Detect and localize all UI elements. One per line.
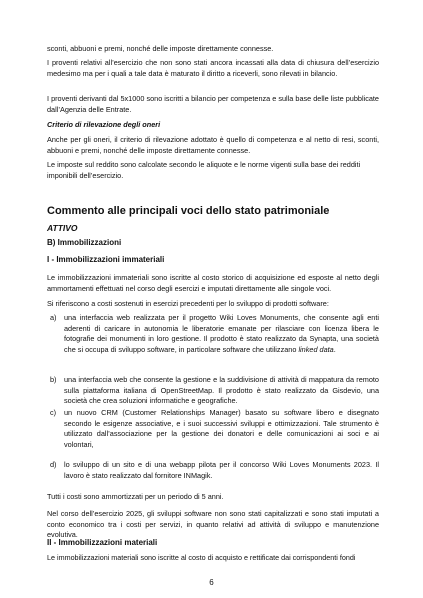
paragraph-riferimento-software: Si riferiscono a costi sostenuti in esercizi precedenti per lo sviluppo di prodotti software: <box>47 299 329 308</box>
paragraph-immobilizzazioni-immateriali: Le immobilizzazioni immateriali sono iscritte al costo storico di acquisizione ed esposte al netto degli ammortamenti effettuati nel corso degli esercizi e imputati direttamente alle singole voci. <box>47 273 379 293</box>
heading-commento-stato-patrimoniale: Commento alle principali voci dello stato patrimoniale <box>47 205 330 217</box>
list-item-b <box>50 375 379 407</box>
list-marker: d) <box>50 460 57 469</box>
paragraph-esercizio-2025: Nel corso dell’esercizio 2025, gli sviluppi software non sono stati capitalizzati e sono stati imputati a conto economico tra i costi per servizi, in quanto relativi ad attività di sviluppo e manutenzione evolutiva. <box>47 509 379 540</box>
paragraph-5x1000: I proventi derivanti dal 5x1000 sono iscritti a bilancio per competenza e sulla base delle liste pubblicate dall’Agenzia delle Entrate. <box>47 94 379 114</box>
list-marker: a) <box>50 313 57 322</box>
paragraph-proventi-maturati: I proventi relativi all’esercizio che non sono stati ancora incassati alla data di chiusura dell’esercizio medesimo ma per i quali a tale data è maturato il diritto a riceverli, sono rilevati in bilancio. <box>47 58 379 78</box>
heading-immobilizzazioni-immateriali: I - Immobilizzazioni immateriali <box>47 255 165 264</box>
paragraph-immobilizzazioni-materiali: Le immobilizzazioni materiali sono iscritte al costo di acquisto e rettificate dai corrispondenti fondi <box>47 553 356 562</box>
heading-immobilizzazioni-materiali: II - Immobilizzazioni materiali <box>47 538 158 547</box>
list-marker: b) <box>50 375 57 384</box>
list-item-tail: . <box>333 344 336 354</box>
heading-attivo: ATTIVO <box>47 223 78 233</box>
list-item-d <box>50 460 379 481</box>
heading-immobilizzazioni: B) Immobilizzazioni <box>47 238 122 247</box>
paragraph-ricavi-tail: sconti, abbuoni e premi, nonché delle imposte direttamente connesse. <box>47 44 274 53</box>
list-item-a <box>50 313 379 355</box>
list-item-text: un nuovo CRM (Customer Relationships Manager) basato su software libero e disegnato secondo le esigenze associative, e i suoi successivi sviluppi e ottimizzazioni. Tale strumento è utilizzato dall’associazione per la gestione dei donatori e delle comunicazioni ai soci e ai volontari, <box>64 408 379 449</box>
list-item-italic: linked data <box>298 344 334 354</box>
paragraph-oneri: Anche per gli oneri, il criterio di rilevazione adottato è quello di competenza e al netto di resi, sconti, abbuoni e premi, nonché delle imposte direttamente connesse. <box>47 135 379 155</box>
page-number: 6 <box>209 578 214 587</box>
list-item-text: lo sviluppo di un sito e di una webapp pilota per il concorso Wiki Loves Monuments 2023. Il lavoro è stato realizzato dal fornitore INMagik. <box>64 460 379 480</box>
heading-criterio-oneri: Criterio di rilevazione degli oneri <box>47 120 161 129</box>
list-item-text: una interfaccia web realizzata per il progetto Wiki Loves Monuments, che consente agli enti aderenti di caricare in autonomia le liberatorie emanate per rilasciare con licenza libera le fotografie dei monumenti in loro gestione. Il prodotto è stato realizzato da Synapta, una società che si occupa di sviluppo software, in particolare software che utilizzano <box>64 313 379 354</box>
list-marker: c) <box>50 408 57 417</box>
paragraph-ammortamento: Tutti i costi sono ammortizzati per un periodo di 5 anni. <box>47 492 224 501</box>
list-item-text: una interfaccia web che consente la gestione e la suddivisione di attività di mappatura da remoto sulla piattaforma italiana di OpenStreetMap. Il prodotto è stato realizzato da Gisdevio, una società che crea soluzioni informatiche e geografiche. <box>64 375 379 406</box>
list-item-c <box>50 408 379 450</box>
paragraph-imposte-reddito: Le imposte sul reddito sono calcolate secondo le aliquote e le norme vigenti sulla base dei redditi imponibili dell’esercizio. <box>47 160 361 180</box>
